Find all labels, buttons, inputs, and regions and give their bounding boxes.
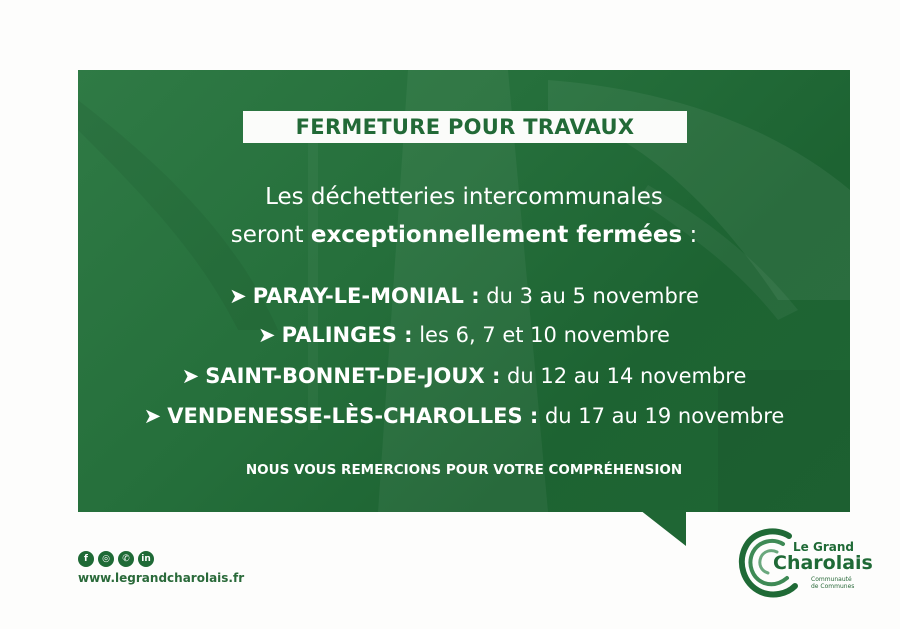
intro-prefix: seront (230, 222, 311, 248)
intro-line-1: Les déchetteries intercommunales (265, 184, 663, 210)
arrow-right-icon: ➤ (143, 404, 162, 428)
thanks-message: NOUS VOUS REMERCIONS POUR VOTRE COMPRÉHENSION (245, 462, 683, 478)
arrow-right-icon: ➤ (229, 284, 247, 308)
intro-emphasis: exceptionnellement fermées (310, 222, 683, 248)
closure-place: VENDENESSE-LÈS-CHAROLLES : (167, 404, 539, 428)
closure-place: SAINT-BONNET-DE-JOUX : (205, 364, 501, 388)
intro-line-2 (78, 222, 850, 248)
instagram-icon[interactable]: ◎ (98, 551, 114, 567)
intro-suffix: : (682, 222, 698, 248)
facebook-icon[interactable]: f (78, 551, 94, 567)
linkedin-icon[interactable]: in (138, 551, 154, 567)
logo-subtitle-2: de Communes (811, 583, 855, 590)
closure-place: PALINGES : (281, 323, 413, 347)
closure-dates: du 3 au 5 novembre (479, 284, 699, 308)
closure-item (78, 364, 850, 388)
closure-item (78, 323, 850, 347)
closure-item (78, 404, 850, 428)
arrow-right-icon: ➤ (258, 323, 276, 347)
closure-place: PARAY-LE-MONIAL : (252, 284, 480, 308)
closure-dates: les 6, 7 et 10 novembre (412, 323, 670, 347)
logo-name: Charolais (773, 552, 873, 574)
social-icons (78, 551, 154, 567)
closure-dates: du 17 au 19 novembre (538, 404, 785, 428)
arrow-right-icon: ➤ (181, 364, 200, 388)
closure-dates: du 12 au 14 novembre (500, 364, 747, 388)
logo-le-grand: Le Grand (793, 540, 854, 554)
title-box (243, 111, 687, 143)
logo-subtitle-1: Communauté (811, 576, 852, 583)
page-title: FERMETURE POUR TRAVAUX (295, 115, 635, 139)
whatsapp-icon[interactable]: ✆ (118, 551, 134, 567)
website-link[interactable]: www.legrandcharolais.fr (78, 571, 245, 585)
logo (737, 526, 877, 598)
closure-item (78, 284, 850, 308)
